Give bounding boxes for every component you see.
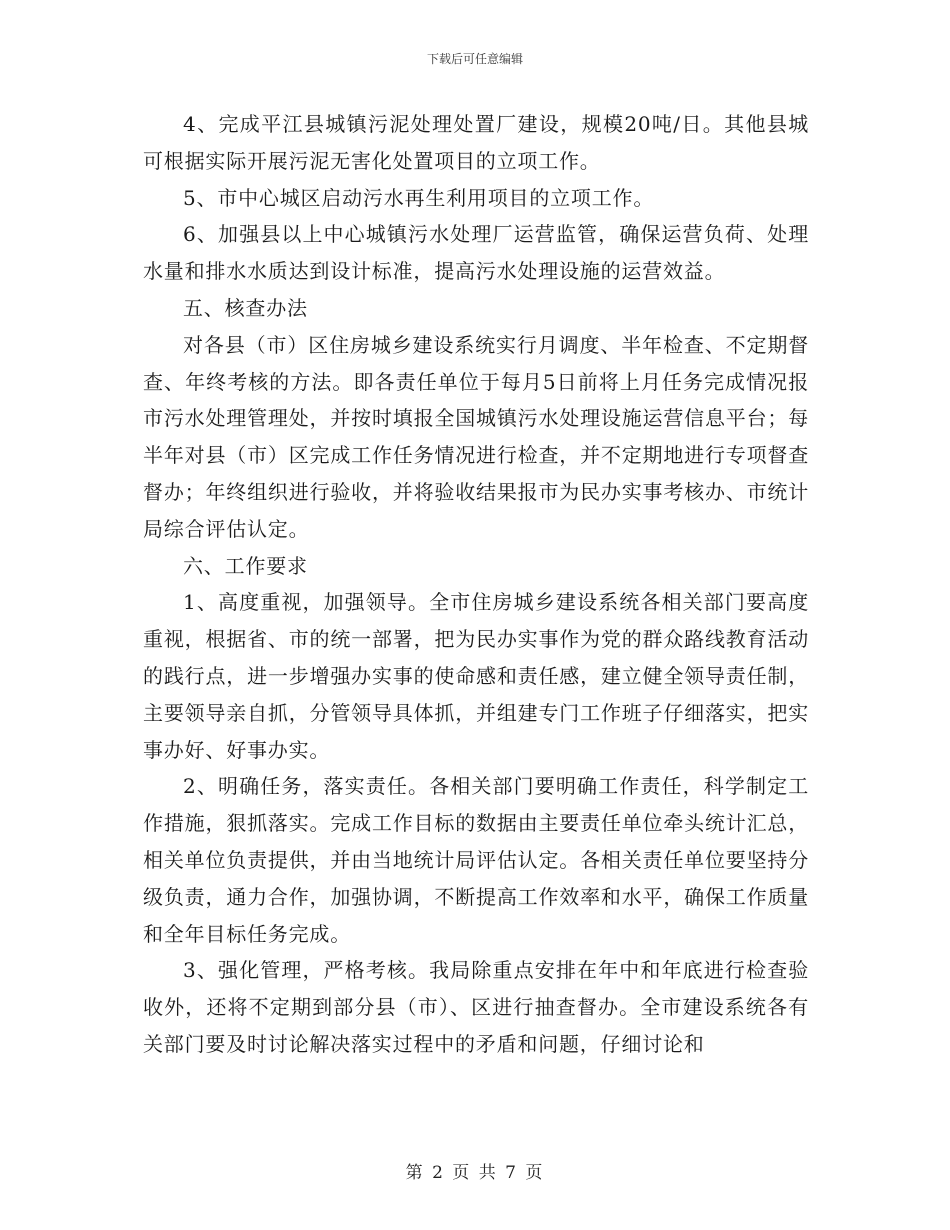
section-heading-verification: 五、核查办法 [183, 295, 308, 320]
section-heading-requirements: 六、工作要求 [183, 553, 308, 578]
paragraph-item-4: 4、完成平江县城镇污泥处理处置厂建设，规模20吨/日。其他县城可根据实际开展污泥无害化处置项目的立项工作。 [143, 112, 809, 173]
paragraph-verification-method: 对各县（市）区住房城乡建设系统实行月调度、半年检查、不定期督查、年终考核的方法。即各责任单位于每月5日前将上月任务完成情况报市污水处理管理处，并按时填报全国城镇污水处理设施运营信息平台；每半年对县（市）区完成工作任务情况进行检查，并不定期地进行专项督查督办；年终组织进行验收，并将验收结果报市为民办实事考核办、市统计局综合评估认定。 [143, 332, 809, 541]
page-header: 下载后可任意编辑 [426, 52, 523, 66]
paragraph-item-6: 6、加强县以上中心城镇污水处理厂运营监管，确保运营负荷、处理水量和排水水质达到设计标准，提高污水处理设施的运营效益。 [143, 222, 809, 284]
paragraph-requirement-3: 3、强化管理，严格考核。我局除重点安排在年中和年底进行检查验收外，还将不定期到部分县（市）、区进行抽查督办。全市建设系统各有关部门要及时讨论解决落实过程中的矛盾和问题，仔细讨论和 [143, 958, 809, 1056]
paragraph-requirement-1: 1、高度重视，加强领导。全市住房城乡建设系统各相关部门要高度重视，根据省、市的统一部署，把为民办实事作为党的群众路线教育活动的践行点，进一步增强办实事的使命感和责任感，建立健全领导责任制，主要领导亲自抓，分管领导具体抓，并组建专门工作班子仔细落实，把实事办好、好事办实。 [143, 590, 809, 762]
paragraph-item-5: 5、市中心城区启动污水再生利用项目的立项工作。 [183, 185, 655, 210]
paragraph-requirement-2: 2、明确任务，落实责任。各相关部门要明确工作责任，科学制定工作措施，狠抓落实。完成工作目标的数据由主要责任单位牵头统计汇总，相关单位负责提供，并由当地统计局评估认定。各相关责任单位要坚持分级负责，通力合作，加强协调，不断提高工作效率和水平，确保工作质量和全年目标任务完成。 [143, 774, 809, 946]
document-body [143, 106, 809, 1063]
page-number-footer: 第 2 页 共 7 页 [405, 1163, 545, 1183]
